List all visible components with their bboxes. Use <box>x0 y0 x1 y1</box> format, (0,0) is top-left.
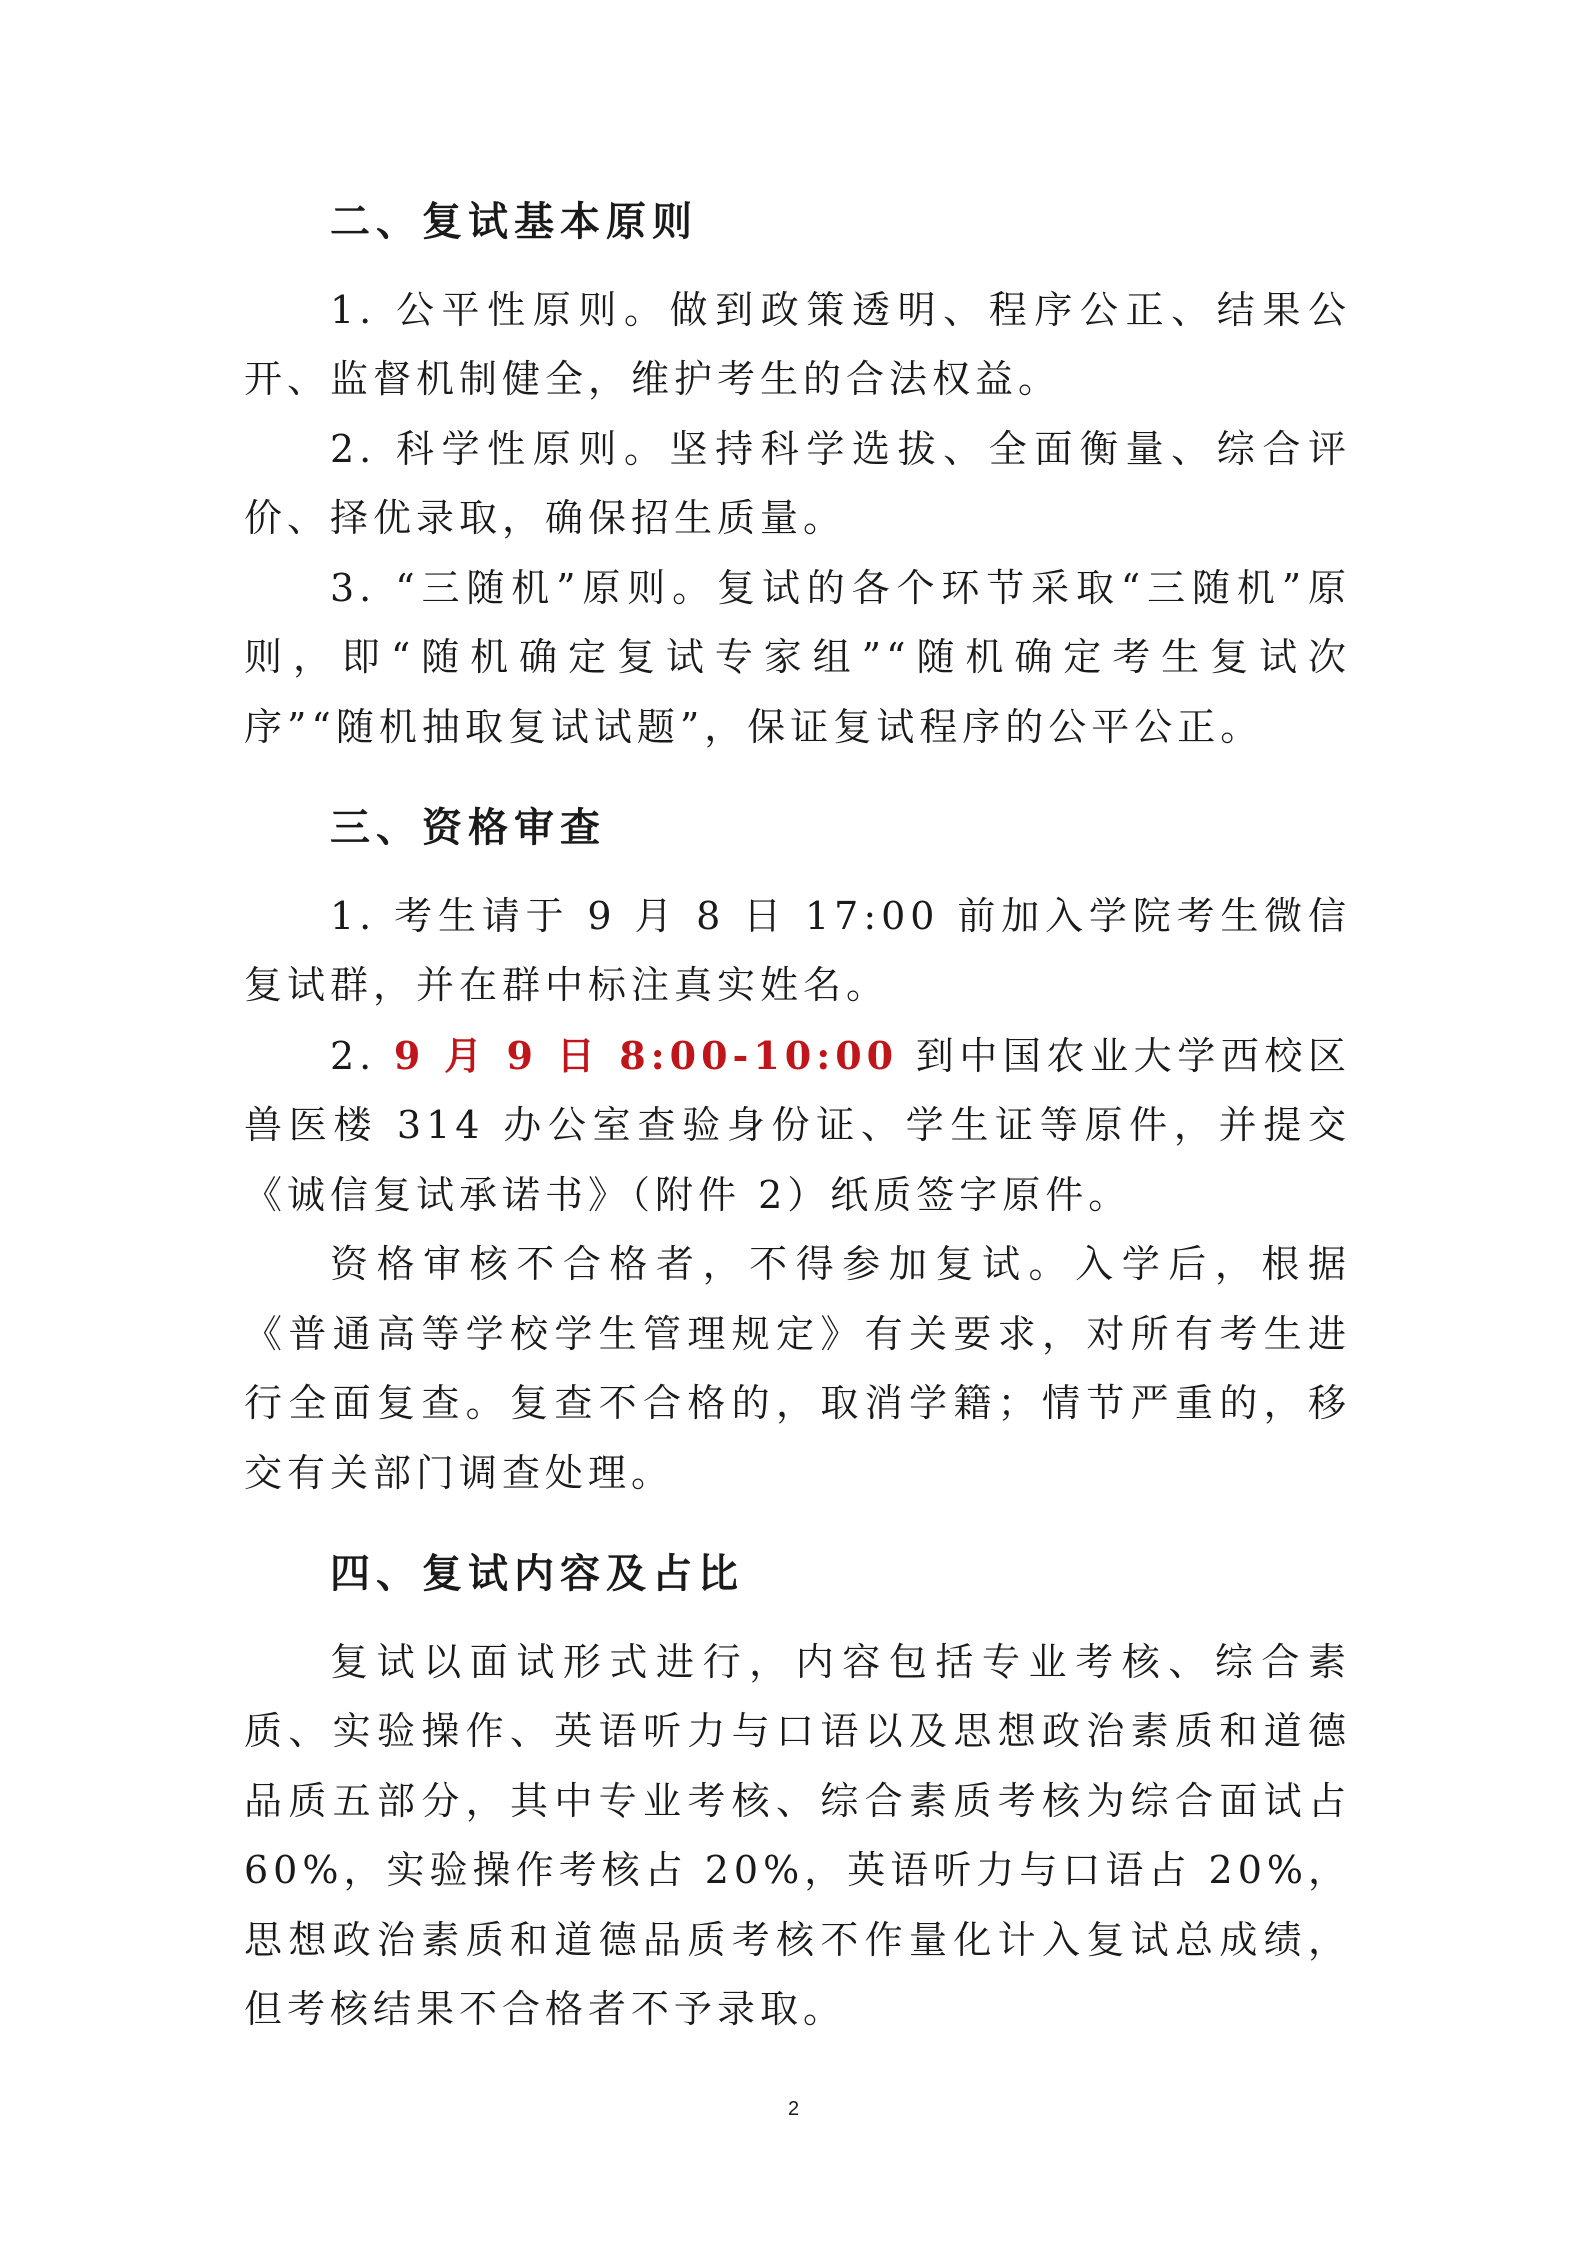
paragraph-number: 2. <box>330 1033 394 1078</box>
section-spacer <box>244 1508 1351 1532</box>
document-body <box>244 180 1351 2045</box>
highlighted-datetime: 9 月 9 日 8:00-10:00 <box>393 1032 899 1078</box>
paragraph-fairness: 1. 公平性原则。做到政策透明、程序公正、结果公开、监督机制健全，维护考生的合法权益。 <box>244 287 1351 401</box>
paragraph-wechat-group: 1. 考生请于 9 月 8 日 17:00 前加入学院考生微信复试群，并在群中标注真实姓名。 <box>244 893 1351 1007</box>
paragraph-document-check <box>244 1021 1351 1231</box>
paragraph-text: 到中国农业大学西校区兽医楼 314 办公室查验身份证、学生证等原件，并提交《诚信复试承诺书》（附件 2）纸质签字原件。 <box>244 1033 1351 1217</box>
section-heading-content: 四、复试内容及占比 <box>330 1551 744 1597</box>
section-spacer <box>244 762 1351 786</box>
paragraph-interview-content: 复试以面试形式进行，内容包括专业考核、综合素质、实验操作、英语听力与口语以及思想政治素质和道德品质五部分，其中专业考核、综合素质考核为综合面试占 60%，实验操作考核占 20%，英语听力与口语占 20%，思想政治素质和道德品质考核不作量化计入复试总成绩，但考核结果不合格者不予录取。 <box>244 1639 1351 2031</box>
section-heading-principles: 二、复试基本原则 <box>330 199 698 245</box>
paragraph-three-random: 3. “三随机”原则。复试的各个环节采取“三随机”原则，即“随机确定复试专家组”“随机确定考生复试次序”“随机抽取复试试题”，保证复试程序的公平公正。 <box>244 565 1351 749</box>
paragraph-scientific: 2. 科学性原则。坚持科学选拔、全面衡量、综合评价、择优录取，确保招生质量。 <box>244 426 1351 540</box>
section-heading-qualification: 三、资格审查 <box>330 805 606 851</box>
paragraph-disqualification: 资格审核不合格者，不得参加复试。入学后，根据《普通高等学校学生管理规定》有关要求，对所有考生进行全面复查。复查不合格的，取消学籍；情节严重的，移交有关部门调查处理。 <box>244 1242 1351 1495</box>
page-number: 2 <box>787 2098 800 2120</box>
